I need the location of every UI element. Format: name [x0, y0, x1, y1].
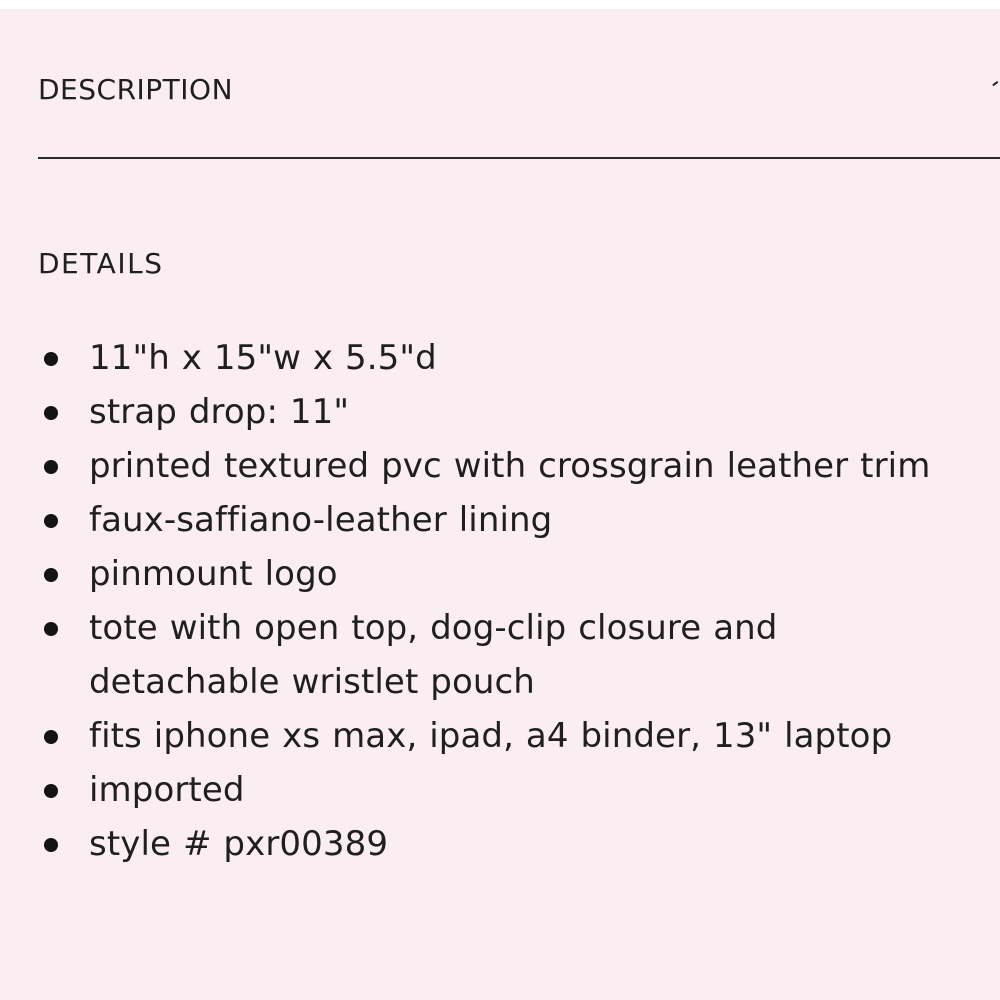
details-item: style # pxr00389: [38, 817, 978, 871]
product-info-panel: [0, 9, 1000, 1000]
details-item: pinmount logo: [38, 547, 978, 601]
expand-icon[interactable]: [992, 81, 1000, 91]
details-item: tote with open top, dog-clip closure and detachable wristlet pouch: [38, 601, 978, 709]
description-accordion-header[interactable]: [38, 72, 978, 112]
details-list: [38, 331, 978, 871]
section-divider: [38, 157, 1000, 159]
details-item: strap drop: 11": [38, 385, 978, 439]
details-item: faux-saffiano-leather lining: [38, 493, 978, 547]
details-title: DETAILS: [38, 247, 164, 280]
description-title: DESCRIPTION: [38, 73, 234, 106]
details-item: fits iphone xs max, ipad, a4 binder, 13" laptop: [38, 709, 978, 763]
details-item: imported: [38, 763, 978, 817]
details-item: 11"h x 15"w x 5.5"d: [38, 331, 978, 385]
details-item: printed textured pvc with crossgrain leather trim: [38, 439, 978, 493]
